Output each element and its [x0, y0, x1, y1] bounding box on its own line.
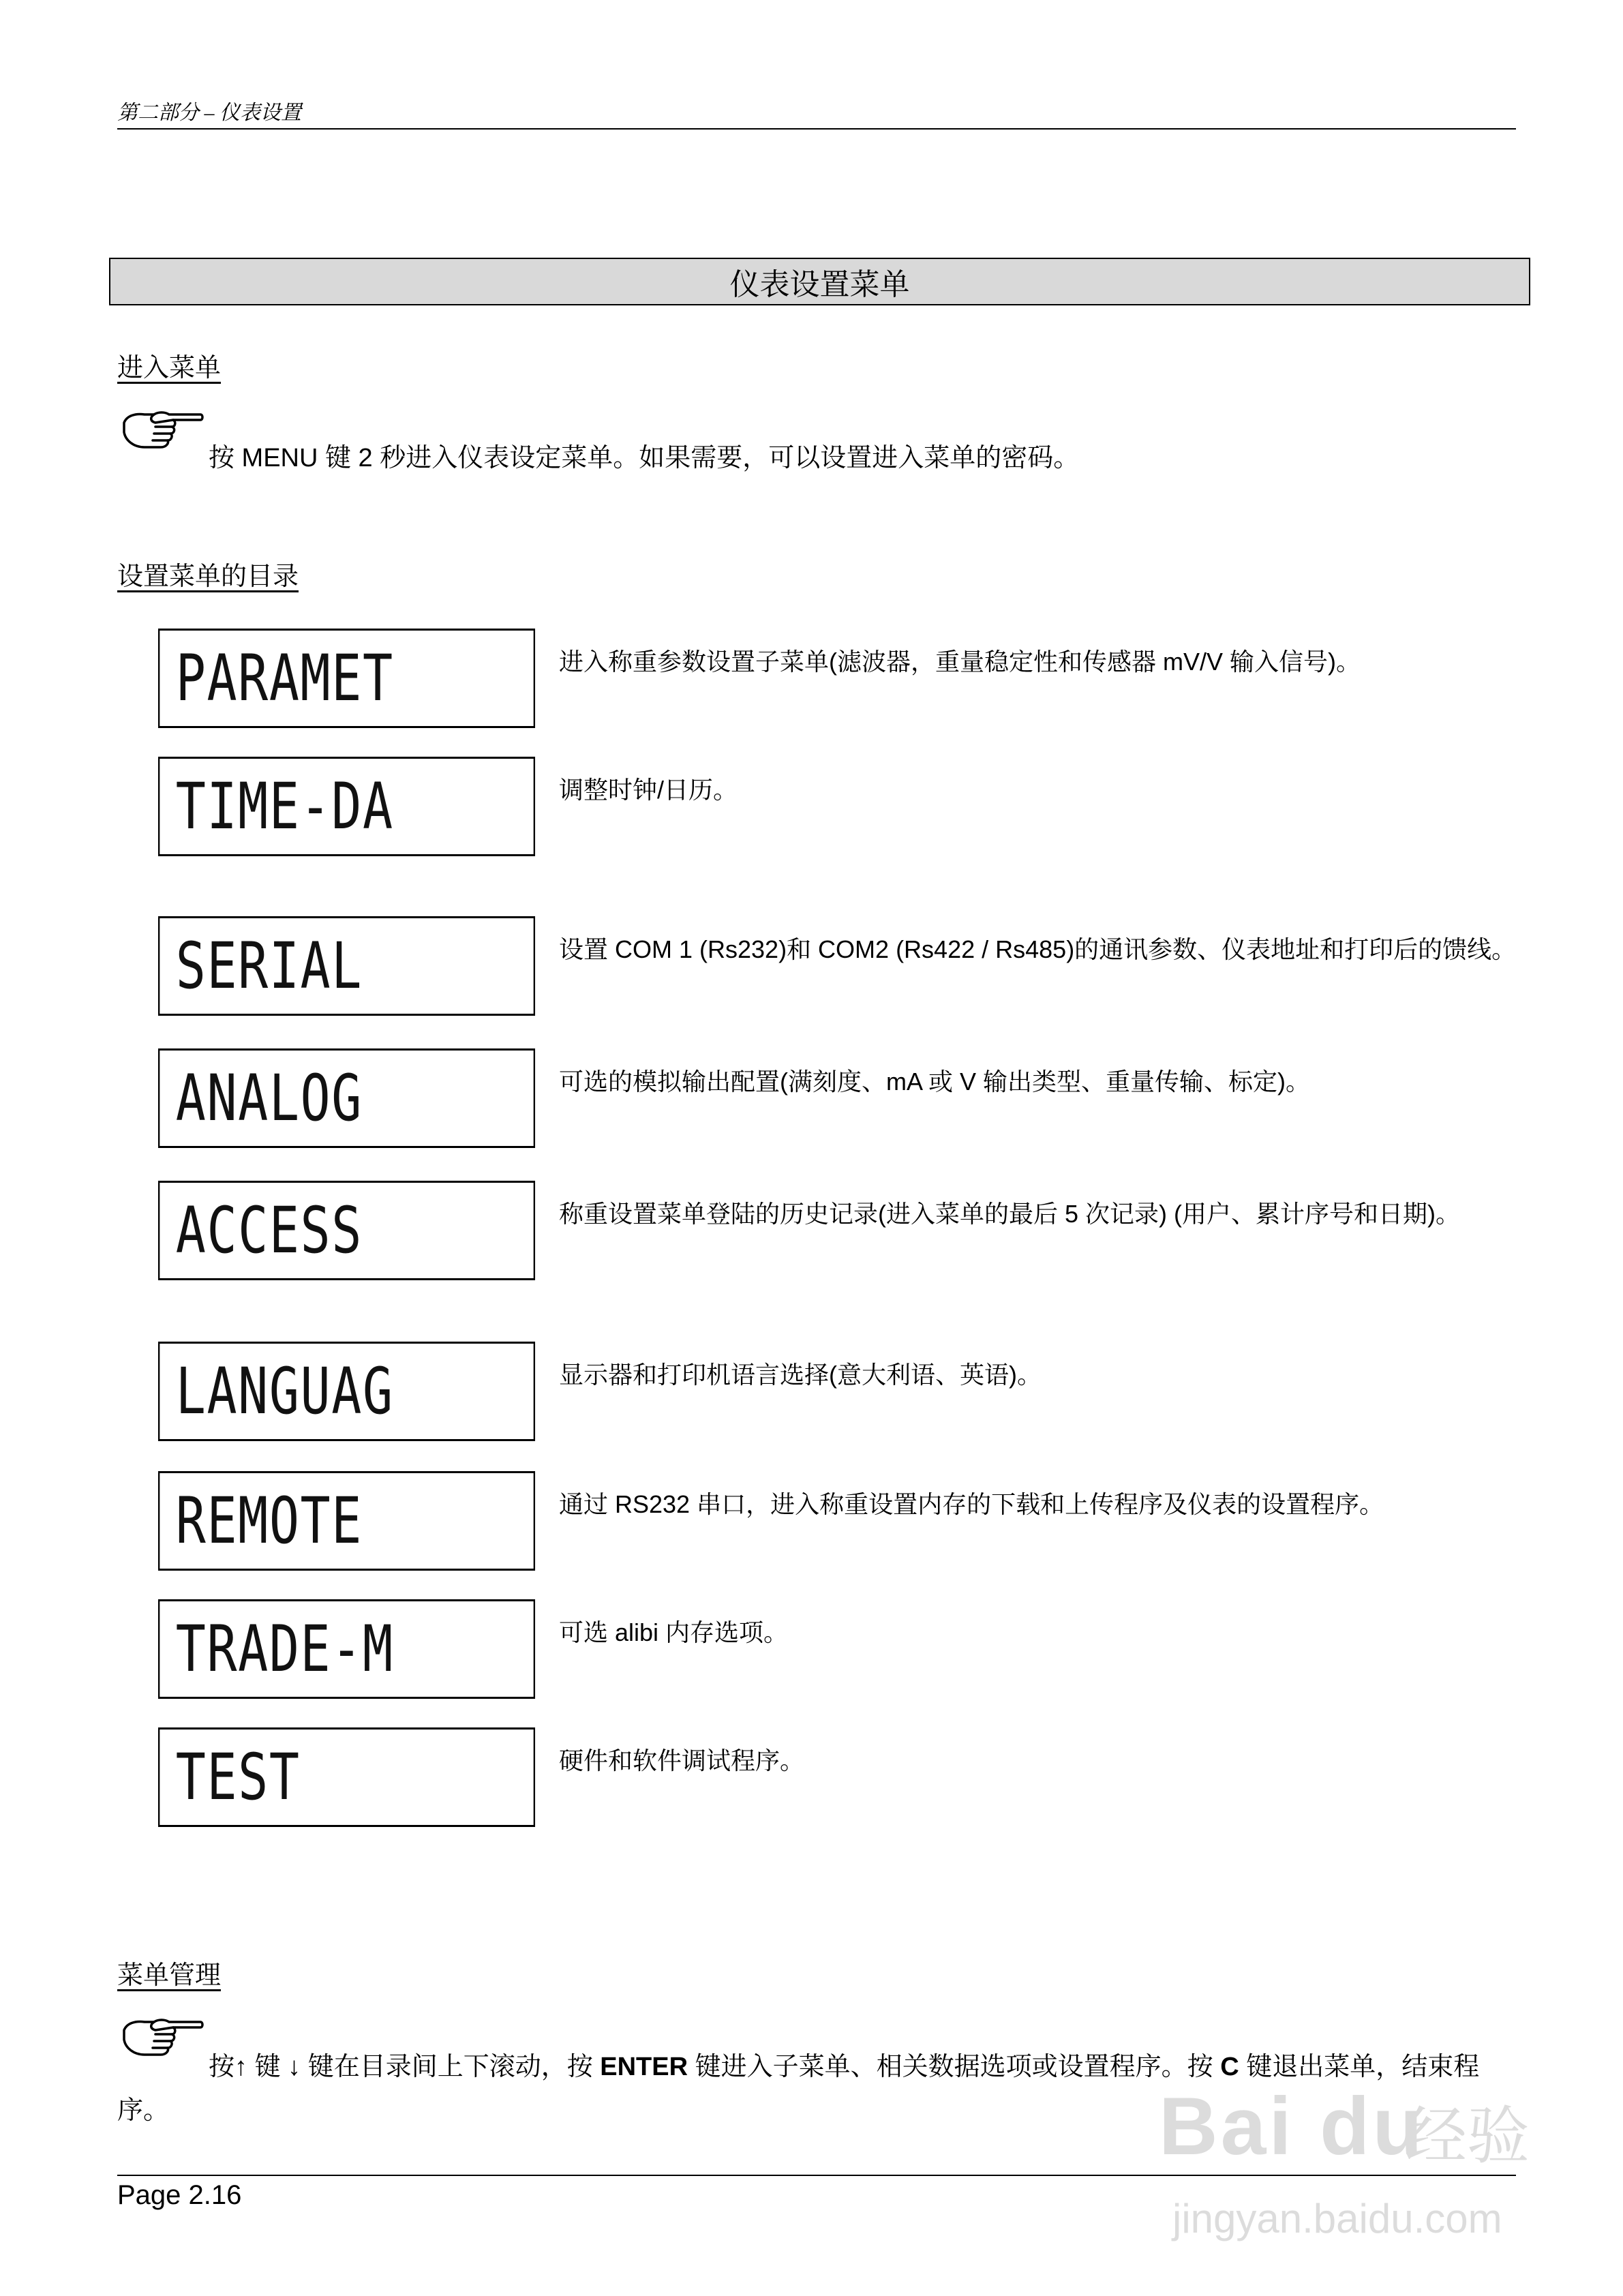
header-rule — [117, 128, 1516, 130]
menu-management-heading: 菜单管理 — [117, 1961, 222, 1990]
menu-item-parameter — [158, 629, 1521, 728]
text-segment: 键进入子菜单、相关数据选项或设置程序。按 — [688, 2053, 1221, 2081]
lcd-display: TIME-DA — [158, 757, 535, 856]
page-number: Page 2.16 — [117, 2180, 242, 2210]
lcd-display: TRADE-M — [158, 1599, 535, 1699]
text-segment: 键退出菜单，结束程序。 — [117, 2053, 1480, 2125]
text-segment: 键在目录间上下滚动，按 — [301, 2053, 601, 2081]
menu-item-remote — [158, 1471, 1521, 1571]
running-header: 第二部分 – 仪表设置 — [117, 102, 301, 124]
pointing-hand-icon — [120, 408, 204, 451]
section-title: 仪表设置菜单 — [109, 258, 1530, 305]
menu-item-description: 通过 RS232 串口，进入称重设置内存的下载和上传程序及仪表的设置程序。 — [559, 1490, 1384, 1518]
menu-item-analog — [158, 1048, 1521, 1148]
menu-item-description: 显示器和打印机语言选择(意大利语、英语)。 — [559, 1361, 1042, 1389]
lcd-display: PARAMET — [158, 629, 535, 728]
key-enter-label: ENTER — [600, 2053, 688, 2081]
menu-item-description: 设置 COM 1 (Rs232)和 COM2 (Rs422 / Rs485)的通讯参数、仪表地址和打印后的馈线。 — [559, 935, 1517, 963]
key-c-label: C — [1220, 2053, 1239, 2081]
watermark-cn: 经验 — [1404, 2102, 1530, 2171]
lcd-display: ANALOG — [158, 1048, 535, 1148]
arrow-up-icon: ↑ — [234, 2053, 248, 2081]
lcd-display: LANGUAG — [158, 1342, 535, 1441]
arrow-down-icon: ↓ — [288, 2053, 301, 2081]
menu-item-test — [158, 1727, 1521, 1827]
text-segment: 键 — [247, 2053, 288, 2081]
lcd-display: REMOTE — [158, 1471, 535, 1571]
menu-item-description: 称重设置菜单登陆的历史记录(进入菜单的最后 5 次记录) (用户、累计序号和日期)。 — [559, 1200, 1460, 1228]
watermark-url: jingyan.baidu.com — [1172, 2196, 1502, 2241]
menu-item-serial — [158, 916, 1521, 1016]
menu-item-description: 可选的模拟输出配置(满刻度、mA 或 V 输出类型、重量传输、标定)。 — [559, 1068, 1311, 1096]
lcd-display: ACCESS — [158, 1181, 535, 1280]
watermark — [1159, 2079, 1541, 2284]
menu-item-language — [158, 1342, 1521, 1441]
menu-item-description: 可选 alibi 内存选项。 — [559, 1618, 789, 1646]
text-segment: 按 — [209, 2053, 235, 2081]
menu-item-description: 进入称重参数设置子菜单(滤波器，重量稳定性和传感器 mV/V 输入信号)。 — [559, 648, 1361, 676]
menu-item-access — [158, 1181, 1521, 1280]
lcd-display: SERIAL — [158, 916, 535, 1016]
menu-item-description: 硬件和软件调试程序。 — [559, 1747, 805, 1774]
watermark-brand: Bai du — [1159, 2081, 1425, 2172]
menu-item-description: 调整时钟/日历。 — [559, 776, 738, 804]
enter-menu-heading: 进入菜单 — [117, 354, 222, 382]
directory-heading: 设置菜单的目录 — [117, 562, 299, 591]
enter-menu-text: 按 MENU 键 2 秒进入仪表设定菜单。如果需要，可以设置进入菜单的密码。 — [209, 444, 1080, 472]
menu-item-trade-mode — [158, 1599, 1521, 1699]
menu-item-time-date — [158, 757, 1521, 856]
lcd-display: TEST — [158, 1727, 535, 1827]
